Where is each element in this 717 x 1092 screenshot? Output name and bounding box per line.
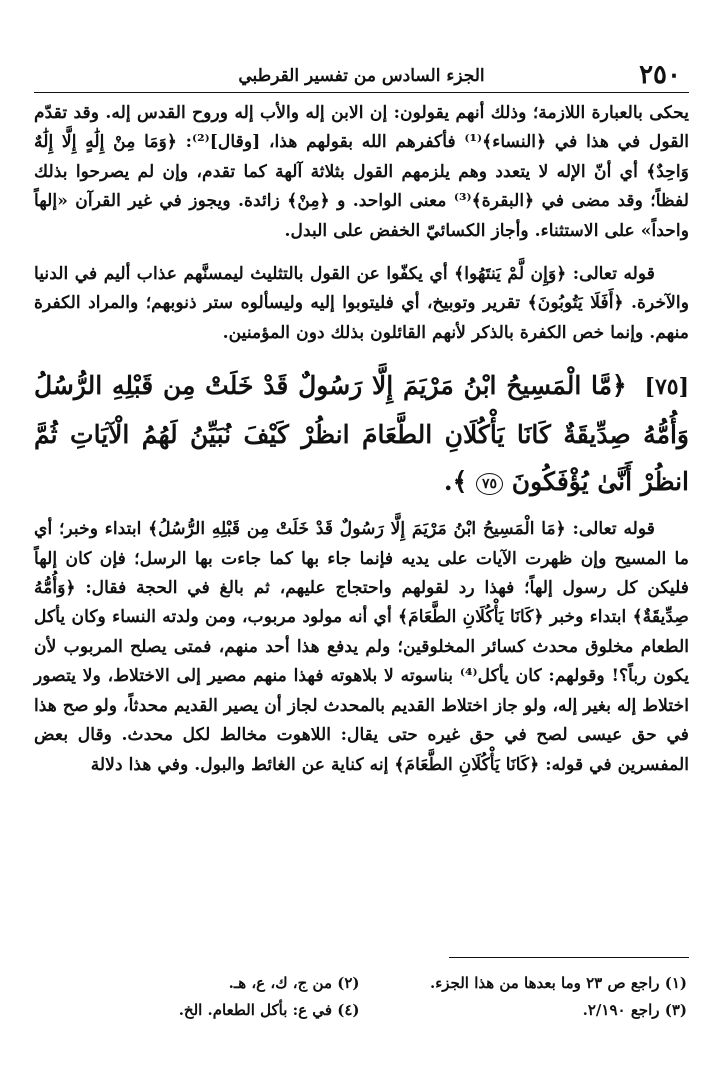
- page-header: [34, 52, 689, 93]
- footnote-divider: [449, 957, 689, 958]
- verse-number: [٧٥]: [644, 374, 689, 401]
- footnote-text: من ج، ك، ع، هـ.: [228, 974, 332, 992]
- running-title: الجزء السادس من تفسير القرطبي: [238, 66, 485, 86]
- footnote-row: [34, 997, 689, 1024]
- footnote-1: [362, 970, 690, 997]
- quran-verse-closing: ﴾.: [443, 467, 468, 497]
- footnote-marker: (١): [664, 974, 687, 992]
- footnote-2: [34, 970, 362, 997]
- paragraph-commentary-1: يحكى بالعبارة اللازمة؛ وذلك أنهم يقولون: إن الابن إله والأب إله وروح القدس إله. وقد تقدّم القول في هذا في ﴿النساء﴾⁽¹⁾ فأكفرهم الله بقولهم هذا، [وقال]⁽²⁾: ﴿وَمَا مِنْ إِلَٰهٍ إِلَّا إِلَٰهٌ وَاحِدٌ﴾ أي أنّ الإله لا يتعدد وهم يلزمهم القول بثلاثة آلهة كما تقدم، وإن لم يصرحوا بذلك لفظاً؛ وقد مضى في ﴿البقرة﴾⁽³⁾ معنى الواحد. و ﴿مِنْ﴾ زائدة. ويجوز في غير القرآن «إلهاً واحداً» على الاستثناء. وأجاز الكسائيّ الخفض على البدل.: [34, 103, 689, 241]
- footnote-text: راجع ص ٢٣ وما بعدها من هذا الجزء.: [430, 974, 660, 992]
- footnote-text: في ع: بأكل الطعام. الخ.: [178, 1001, 332, 1019]
- footnote-4: [34, 997, 362, 1024]
- ayah-end-marker-icon: ٧٥: [476, 473, 503, 495]
- footnote-row: [34, 970, 689, 997]
- footnote-text: راجع ٢/١٩٠.: [582, 1001, 660, 1019]
- page-number: ٢٥٠: [639, 60, 681, 90]
- paragraph-commentary-3: قوله تعالى: ﴿مَا الْمَسِيحُ ابْنُ مَرْيَمَ إِلَّا رَسُولٌ قَدْ خَلَتْ مِن قَبْلِهِ الرُّسُلُ﴾ ابتداء وخبر؛ أي ما المسيح وإن ظهرت الآيات على يديه فإنما جاء بها كما جاءت بها الرسل؛ فإن كان إلهاً فليكن كل رسول إلهاً؛ فهذا رد لقولهم واحتجاج عليهم، ثم بالغ في الحجة فقال: ﴿وَأُمُّهُ صِدِّيقَةٌ﴾ ابتداء وخبر ﴿كَانَا يَأْكُلَانِ الطَّعَامَ﴾ أي أنه مولود مربوب، ومن ولدته النساء وكان يأكل الطعام مخلوق محدث كسائر المخلوقين؛ ولم يدفع هذا أحد منهم، فمتى يصلح المربوب لأن يكون رباً؟! وقولهم: كان يأكل⁽⁴⁾ بناسوته لا بلاهوته فهذا منهم مصير إلى الاختلاط، ولا يتصور اختلاط إله بغير إله، ولو جاز اختلاط القديم بالمحدث لجاز أن يصير القديم محدثاً، ولو صح هذا في حق عيسى لصح في حق غيره حتى يقال: اللاهوت مخالط لكل محدث. وقال بعض المفسرين في قوله: ﴿كَانَا يَأْكُلَانِ الطَّعَامَ﴾ إنه كناية عن الغائط والبول. وفي هذا دلالة: [34, 519, 689, 775]
- quran-verse-block: [34, 362, 689, 505]
- book-page: [34, 52, 689, 1062]
- footnote-3: [362, 997, 690, 1024]
- quran-verse-text: ﴿مَّا الْمَسِيحُ ابْنُ مَرْيَمَ إِلَّا رَسُولٌ قَدْ خَلَتْ مِن قَبْلِهِ الرُّسُلُ وَأُمُّهُ صِدِّيقَةٌ كَانَا يَأْكُلَانِ الطَّعَامَ انظُرْ كَيْفَ نُبَيِّنُ لَهُمُ الْآيَاتِ ثُمَّ انظُرْ أَنَّىٰ يُؤْفَكُونَ: [34, 371, 689, 497]
- paragraph-commentary-2: قوله تعالى: ﴿وَإِن لَّمْ يَنتَهُوا﴾ أي يكفّوا عن القول بالتثليث ليمسنَّهم عذاب أليم في الدنيا والآخرة. ﴿أَفَلَا يَتُوبُونَ﴾ تقرير وتوبيخ، أي فليتوبوا إليه وليسألوه ستر ذنوبهم؛ والمراد الكفرة منهم. وإنما خص الكفرة بالذكر لأنهم القائلون بذلك دون المؤمنين.: [34, 264, 689, 343]
- main-text: [34, 99, 689, 780]
- footnote-marker: (٣): [664, 1001, 687, 1019]
- footnote-marker: (٢): [337, 974, 360, 992]
- footnote-marker: (٤): [337, 1001, 360, 1019]
- footnotes: [34, 970, 689, 1024]
